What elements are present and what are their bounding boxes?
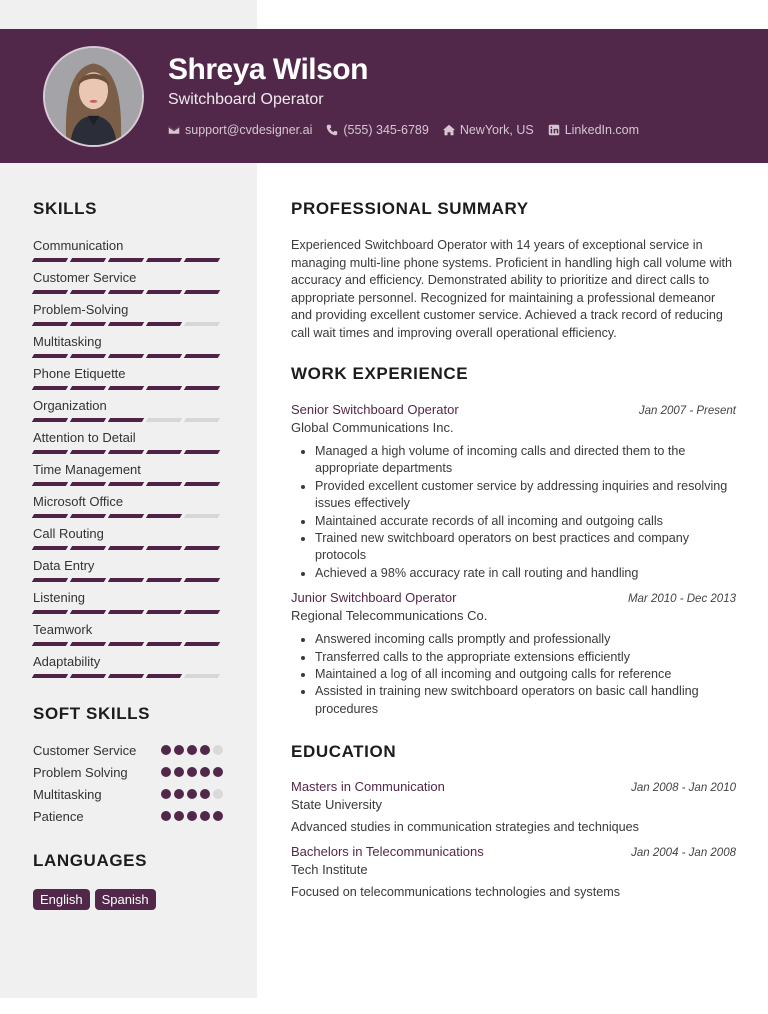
skill-item xyxy=(33,270,223,302)
skill-name: Adaptability xyxy=(33,654,101,669)
soft-skill-name: Multitasking xyxy=(33,787,102,802)
soft-skill-item xyxy=(33,764,223,781)
language-badge: Spanish xyxy=(95,889,156,910)
skill-level-segment xyxy=(184,258,220,262)
skill-level-segment xyxy=(70,418,106,422)
skill-level-segment xyxy=(184,322,220,326)
skill-item xyxy=(33,238,223,270)
skill-level-segment xyxy=(108,642,144,646)
job-bullet: • Answered incoming calls promptly and professionally xyxy=(315,631,736,648)
skill-level-segment xyxy=(108,546,144,550)
skill-level-bars xyxy=(33,418,223,422)
rating-dot xyxy=(213,767,223,777)
rating-dot xyxy=(161,811,171,821)
job-bullet: • Provided excellent customer service by addressing inquiries and resolving issues effectively xyxy=(315,478,736,513)
skill-name: Teamwork xyxy=(33,622,93,637)
skill-item xyxy=(33,622,223,654)
rating-dot xyxy=(161,767,171,777)
job-bullet: • Assisted in training new switchboard operators on basic call handling procedures xyxy=(315,683,736,718)
job-bullet: • Managed a high volume of incoming calls and directed them to the appropriate departments xyxy=(315,443,736,478)
envelope-icon xyxy=(168,124,180,136)
job-bullet: • Achieved a 98% accuracy rate in call routing and handling xyxy=(315,565,736,582)
location-text: NewYork, US xyxy=(459,123,534,137)
skill-level-bars xyxy=(33,546,223,550)
contact-list xyxy=(168,123,639,137)
skill-level-segment xyxy=(146,546,182,550)
skill-level-segment xyxy=(146,578,182,582)
candidate-name: Shreya Wilson xyxy=(168,53,368,86)
skill-name: Customer Service xyxy=(33,270,137,285)
skill-level-bars xyxy=(33,514,223,518)
job-company: Global Communications Inc. xyxy=(291,420,454,435)
education-header xyxy=(291,844,736,859)
skill-item xyxy=(33,398,223,430)
school-name: Tech Institute xyxy=(291,862,368,878)
skill-level-segment xyxy=(184,386,220,390)
job-role: Senior Switchboard Operator xyxy=(291,402,459,417)
rating-dot xyxy=(161,789,171,799)
skill-level-bars xyxy=(33,322,223,326)
email-text: support@cvdesigner.ai xyxy=(185,123,313,137)
rating-dot xyxy=(187,767,197,777)
phone-icon xyxy=(326,124,338,136)
rating-dot xyxy=(200,811,210,821)
skill-level-bars xyxy=(33,290,223,294)
skill-level-segment xyxy=(146,418,182,422)
rating-dot xyxy=(200,789,210,799)
skill-level-bars xyxy=(33,642,223,646)
job-header xyxy=(291,590,736,605)
education-list xyxy=(291,779,736,899)
skill-level-segment xyxy=(108,578,144,582)
skill-name: Problem-Solving xyxy=(33,302,129,317)
skill-item xyxy=(33,654,223,686)
skill-name: Microsoft Office xyxy=(33,494,124,509)
soft-skill-item xyxy=(33,786,223,803)
skill-level-segment xyxy=(108,514,144,518)
soft-skill-name: Customer Service xyxy=(33,743,137,758)
skill-level-segment xyxy=(32,546,68,550)
job-bullets xyxy=(291,631,736,718)
skill-level-segment xyxy=(184,354,220,358)
education-description: Focused on telecommunications technologies and systems xyxy=(291,885,621,900)
skill-level-segment xyxy=(70,258,106,262)
soft-skill-rating xyxy=(161,745,223,755)
skill-item xyxy=(33,334,223,366)
skill-level-segment xyxy=(146,674,182,678)
skill-level-bars xyxy=(33,610,223,614)
school-name: State University xyxy=(291,797,383,813)
sidebar xyxy=(33,199,223,910)
rating-dot xyxy=(187,789,197,799)
candidate-title: Switchboard Operator xyxy=(168,91,324,108)
skill-level-segment xyxy=(32,418,68,422)
skill-level-segment xyxy=(70,354,106,358)
linkedin-icon xyxy=(548,124,560,136)
job-entry xyxy=(291,590,736,718)
skill-name: Call Routing xyxy=(33,526,104,541)
skill-level-bars xyxy=(33,354,223,358)
skill-level-segment xyxy=(32,514,68,518)
skill-item xyxy=(33,462,223,494)
contact-linkedin[interactable] xyxy=(548,123,639,137)
skill-level-segment xyxy=(32,610,68,614)
skill-item xyxy=(33,526,223,558)
skill-level-segment xyxy=(70,450,106,454)
education-heading: EDUCATION xyxy=(291,742,397,762)
skill-level-segment xyxy=(108,482,144,486)
skill-item xyxy=(33,558,223,590)
skill-level-segment xyxy=(146,322,182,326)
skill-level-segment xyxy=(146,354,182,358)
rating-dot xyxy=(174,745,184,755)
skill-item xyxy=(33,430,223,462)
skill-name: Data Entry xyxy=(33,558,95,573)
skill-level-segment xyxy=(70,674,106,678)
skill-level-segment xyxy=(184,610,220,614)
skill-level-segment xyxy=(70,482,106,486)
soft-skills-list xyxy=(33,742,223,825)
skill-level-segment xyxy=(108,450,144,454)
skill-level-segment xyxy=(146,386,182,390)
skill-level-segment xyxy=(146,258,182,262)
education-entry xyxy=(291,779,736,834)
skill-name: Time Management xyxy=(33,462,141,477)
job-company: Regional Telecommunications Co. xyxy=(291,608,488,624)
skill-item xyxy=(33,494,223,526)
education-dates: Jan 2004 - Jan 2008 xyxy=(631,847,736,860)
summary-text: Experienced Switchboard Operator with 14 years of exceptional service in managing multi-line phone systems. Proficient in handling high call volume with accuracy and efficiency. Demonstrated ability to prioritize and direct calls to appropriate personnel. Recognized for maintaining a professional demeanor and providing excellent customer service. Achieved a track record of reducing call wait times and improving overall operational efficiency. xyxy=(291,238,733,340)
skill-level-segment xyxy=(108,290,144,294)
main-content xyxy=(291,199,736,899)
languages-heading: LANGUAGES xyxy=(33,851,148,870)
skill-level-segment xyxy=(184,674,220,678)
skill-level-segment xyxy=(32,322,68,326)
skill-level-segment xyxy=(70,386,106,390)
soft-skills-heading: SOFT SKILLS xyxy=(33,704,151,723)
skill-level-segment xyxy=(108,258,144,262)
job-list xyxy=(291,402,736,718)
skill-level-bars xyxy=(33,482,223,486)
rating-dot xyxy=(187,811,197,821)
skill-name: Phone Etiquette xyxy=(33,366,126,381)
skill-level-segment xyxy=(184,290,220,294)
skill-level-segment xyxy=(32,578,68,582)
job-dates: Jan 2007 - Present xyxy=(638,405,736,417)
rating-dot xyxy=(213,789,223,799)
resume-header xyxy=(0,29,768,163)
skill-level-bars xyxy=(33,258,223,262)
skill-level-segment xyxy=(184,546,220,550)
skill-level-segment xyxy=(184,450,220,454)
skill-level-segment xyxy=(70,642,106,646)
skill-level-bars xyxy=(33,450,223,454)
skill-level-segment xyxy=(70,578,106,582)
skill-level-segment xyxy=(32,354,68,358)
phone-text: (555) 345-6789 xyxy=(343,123,429,137)
education-entry xyxy=(291,844,736,899)
skill-level-segment xyxy=(70,514,106,518)
skill-level-segment xyxy=(32,642,68,646)
skill-level-bars xyxy=(33,386,223,390)
skill-level-segment xyxy=(184,482,220,486)
skill-level-segment xyxy=(184,578,220,582)
skill-level-segment xyxy=(32,258,68,262)
skill-level-segment xyxy=(146,642,182,646)
rating-dot xyxy=(213,811,223,821)
rating-dot xyxy=(187,745,197,755)
skill-level-segment xyxy=(32,450,68,454)
languages-list xyxy=(33,889,223,910)
skill-level-segment xyxy=(184,418,220,422)
summary-heading: PROFESSIONAL SUMMARY xyxy=(291,199,529,218)
work-experience-heading: WORK EXPERIENCE xyxy=(291,364,469,383)
soft-skill-item xyxy=(33,742,223,759)
rating-dot xyxy=(200,745,210,755)
home-icon xyxy=(443,124,455,136)
education-dates: Jan 2008 - Jan 2010 xyxy=(631,782,736,795)
skill-level-segment xyxy=(70,290,106,294)
avatar xyxy=(43,46,144,147)
skill-level-segment xyxy=(32,386,68,390)
soft-skill-item xyxy=(33,808,223,825)
skill-level-segment xyxy=(146,482,182,486)
skill-level-segment xyxy=(32,674,68,678)
skill-item xyxy=(33,366,223,398)
job-entry xyxy=(291,402,736,582)
job-role: Junior Switchboard Operator xyxy=(291,590,457,606)
skills-heading: SKILLS xyxy=(33,199,98,218)
skill-level-segment xyxy=(70,610,106,614)
education-description: Advanced studies in communication strategies and techniques xyxy=(291,820,639,835)
rating-dot xyxy=(200,767,210,777)
job-bullet: • Maintained accurate records of all incoming and outgoing calls xyxy=(315,513,736,530)
soft-skill-rating xyxy=(161,767,223,777)
skill-level-segment xyxy=(184,514,220,518)
rating-dot xyxy=(174,789,184,799)
skill-item xyxy=(33,302,223,334)
skill-name: Communication xyxy=(33,238,124,253)
skill-name: Listening xyxy=(33,590,86,605)
soft-skill-rating xyxy=(161,789,223,799)
degree-name: Masters in Communication xyxy=(291,779,445,795)
linkedin-text: LinkedIn.com xyxy=(564,123,640,137)
skill-level-segment xyxy=(108,674,144,678)
job-dates: Mar 2010 - Dec 2013 xyxy=(627,593,736,606)
soft-skill-rating xyxy=(161,811,223,821)
skill-level-segment xyxy=(108,354,144,358)
language-badge: English xyxy=(33,889,90,910)
contact-phone[interactable] xyxy=(326,123,428,137)
job-bullet: • Trained new switchboard operators on best practices and company protocols xyxy=(315,530,736,565)
job-bullet: • Maintained a log of all incoming and outgoing calls for reference xyxy=(315,666,736,683)
contact-location xyxy=(443,123,534,137)
job-header xyxy=(291,402,736,417)
skill-level-bars xyxy=(33,578,223,582)
rating-dot xyxy=(213,745,223,755)
skill-level-segment xyxy=(108,418,144,422)
contact-email[interactable] xyxy=(168,123,312,137)
job-bullets xyxy=(291,443,736,582)
skill-level-segment xyxy=(32,290,68,294)
skill-item xyxy=(33,590,223,622)
skill-level-segment xyxy=(108,386,144,390)
rating-dot xyxy=(174,811,184,821)
skill-level-segment xyxy=(146,450,182,454)
job-bullet: • Transferred calls to the appropriate extensions efficiently xyxy=(315,649,736,666)
profile-photo xyxy=(45,48,142,145)
skill-level-segment xyxy=(146,514,182,518)
skill-level-bars xyxy=(33,674,223,678)
rating-dot xyxy=(174,767,184,777)
skill-name: Attention to Detail xyxy=(33,430,136,445)
skill-level-segment xyxy=(108,610,144,614)
rating-dot xyxy=(161,745,171,755)
skill-name: Multitasking xyxy=(33,334,102,349)
education-header xyxy=(291,779,736,794)
skill-name: Organization xyxy=(33,398,107,413)
skill-level-segment xyxy=(32,482,68,486)
skills-list xyxy=(33,238,223,686)
skill-level-segment xyxy=(184,642,220,646)
skill-level-segment xyxy=(146,290,182,294)
skill-level-segment xyxy=(70,546,106,550)
soft-skill-name: Patience xyxy=(33,809,84,824)
skill-level-segment xyxy=(146,610,182,614)
skill-level-segment xyxy=(108,322,144,326)
degree-name: Bachelors in Telecommunications xyxy=(291,844,484,860)
skill-level-segment xyxy=(70,322,106,326)
soft-skill-name: Problem Solving xyxy=(33,765,128,780)
